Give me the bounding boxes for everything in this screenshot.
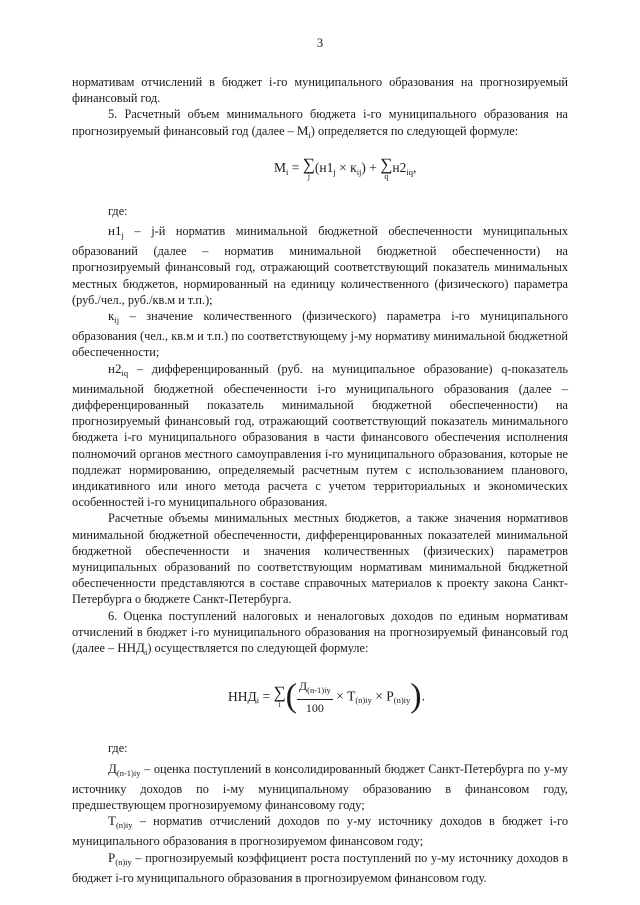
- where-label-2: где:: [108, 741, 128, 756]
- def-p-text: – прогнозируемый коэффициент роста поступлений по y-му источнику доходов в бюджет i-го муниципального образования в прогнозируемом финансовом году.: [72, 850, 568, 885]
- sum-i-index: i: [278, 700, 281, 709]
- paragraph-5-text: 5. Расчетный объем минимального бюджета i-го муниципального образования на прогнозируемый финансовый год (далее –: [72, 107, 568, 138]
- formula-tax-revenue: [156, 678, 568, 724]
- formula1-term1-sub2: ij: [356, 166, 362, 177]
- formula1-lhs: M: [274, 159, 287, 175]
- symbol-nnd: ННД: [117, 640, 145, 656]
- formula1-end: ,: [413, 159, 417, 175]
- fraction-denominator: 100: [305, 700, 324, 715]
- sum-symbol-j: ∑ j: [302, 154, 315, 181]
- formula2-end: .: [421, 688, 425, 704]
- definition-t: [72, 813, 568, 849]
- paragraph-6-end: ) осуществляется по следующей формуле:: [147, 641, 369, 656]
- formula2-times1: × Т: [332, 688, 356, 704]
- definition-p: [72, 850, 568, 886]
- symbol-nnd-sub: i: [144, 647, 148, 658]
- fraction: [297, 678, 333, 715]
- def-n2-text: – дифференцированный (руб. на муниципальное образование) q-показатель минимальной бюджетной обеспеченности i-го муниципального образования (далее – дифференцированный показатель минимальной бюджетной обеспеченности) на прогнозируемый финансовый год, отражающий соответствующий показатель минимального бюджета i-го муниципального образования в части финансового обеспечения исполнения полномочий органов местного самоуправления i-го муниципального образования, которые не подлежат нормированию, определяемый расчетным путем с использованием планового, индикативного или иного метода расчета с учетом территориальных и экономических особенностей i-го муниципального образования.: [72, 361, 568, 510]
- def-t-sub: (n)iy: [115, 820, 133, 831]
- page-number: 3: [316, 36, 324, 50]
- formula-minimal-budget: [124, 154, 568, 191]
- document-body: [72, 74, 568, 886]
- paragraph-5: [72, 106, 568, 142]
- formula2-p-sub: (n)iy: [393, 695, 411, 706]
- where-label-1: где:: [108, 203, 128, 218]
- fraction-numerator: [297, 678, 333, 699]
- definition-k: [72, 308, 568, 361]
- formula1-plus: +: [365, 159, 381, 175]
- def-d-text: – оценка поступлений в консолидированный бюджет Санкт-Петербурга по y-му источнику доходов по i-му муниципальному образованию в финансовом году, предшествующем прогнозируемому финансовому году;: [72, 761, 568, 812]
- formula2-num: Д: [298, 679, 308, 694]
- left-paren: (: [285, 677, 297, 715]
- right-paren: ): [410, 677, 422, 715]
- def-n2-sub: iq: [121, 367, 129, 378]
- formula2-times2: × P: [371, 688, 394, 704]
- definition-n1: [72, 223, 568, 308]
- formula1-term2-sub: iq: [406, 166, 414, 177]
- sum-symbol-q: ∑ q: [380, 154, 393, 181]
- sum-q-index: q: [384, 171, 389, 181]
- formula1-term1-open: (н1: [314, 159, 334, 175]
- paragraph-calculated-volumes: Расчетные объемы минимальных местных бюджетов, а также значения нормативов минимальной бюджетной обеспеченности, дифференцированных показателей минимальной бюджетной обеспеченности и значения количественных (физических) параметров муниципальных образований по соответствующим нормативам минимальной бюджетной обеспеченности представляются в составе справочных материалов к проекту закона Санкт-Петербурга о бюджете Санкт-Петербурга.: [72, 511, 568, 607]
- def-n1-sub: j: [121, 230, 124, 241]
- sum-symbol-i: ∑ i: [273, 683, 286, 709]
- symbol-m-sub: i: [308, 129, 311, 140]
- formula1-term2: н2: [392, 159, 407, 175]
- formula2-num-sub: (n-1)iy: [307, 685, 331, 696]
- def-d-sub: (n-1)iy: [116, 767, 141, 778]
- formula1-equals: =: [288, 159, 303, 175]
- def-t-symbol: Т: [108, 813, 116, 829]
- def-d-symbol: Д: [108, 760, 117, 776]
- paragraph-continuation: нормативам отчислений в бюджет i-го муниципального образования на прогнозируемый финансовый год.: [72, 75, 568, 106]
- def-k-symbol: к: [108, 308, 115, 324]
- def-k-sub: ij: [114, 315, 120, 326]
- def-k-text: – значение количественного (физического) параметра i-го муниципального образования (чел., кв.м и т.п.) по соответствующему j-му нормативу минимальной бюджетной обеспеченности;: [72, 309, 568, 360]
- def-p-sub: (n)iy: [115, 856, 132, 867]
- formula2-equals: =: [259, 688, 274, 704]
- formula1-term1-sub: j: [333, 166, 336, 177]
- formula2-lhs: ННД: [228, 688, 257, 704]
- paragraph-6-text: 6. Оценка поступлений налоговых и неналоговых доходов по единым нормативам отчислений в бюджет i-го муниципального образования на прогнозируемый финансовый год (далее –: [72, 608, 568, 656]
- def-p-symbol: P: [108, 849, 116, 865]
- def-t-text: – норматив отчислений доходов по y-му источнику доходов в бюджет i-го муниципального образования в прогнозируемом финансовом году;: [72, 814, 568, 849]
- paragraph-5-end: ) определяется по следующей формуле:: [310, 123, 519, 138]
- paragraph-6: [72, 608, 568, 661]
- definition-n2: [72, 361, 568, 511]
- definition-d: [72, 761, 568, 814]
- def-n1-symbol: н1: [108, 223, 122, 239]
- formula2-lhs-sub: i: [256, 695, 260, 706]
- formula1-lhs-sub: i: [286, 166, 289, 177]
- sum-j-index: j: [307, 171, 310, 181]
- formula2-t-sub: (n)iy: [355, 695, 372, 706]
- def-n2-symbol: н2: [108, 360, 122, 376]
- def-n1-text: – j-й норматив минимальной бюджетной обеспеченности муниципальных образований (далее – норматив минимальной бюджетной обеспеченности) на прогнозируемый финансовый год, отражающий соответствующий показатель минимальных местных бюджетов, нормированный на единицу количественного (физического) параметра (руб./чел., руб./кв.м и т.п.);: [72, 224, 568, 307]
- formula1-term1-close: ): [361, 159, 366, 175]
- symbol-m: M: [296, 122, 309, 138]
- formula1-term1-times: × к: [335, 159, 357, 175]
